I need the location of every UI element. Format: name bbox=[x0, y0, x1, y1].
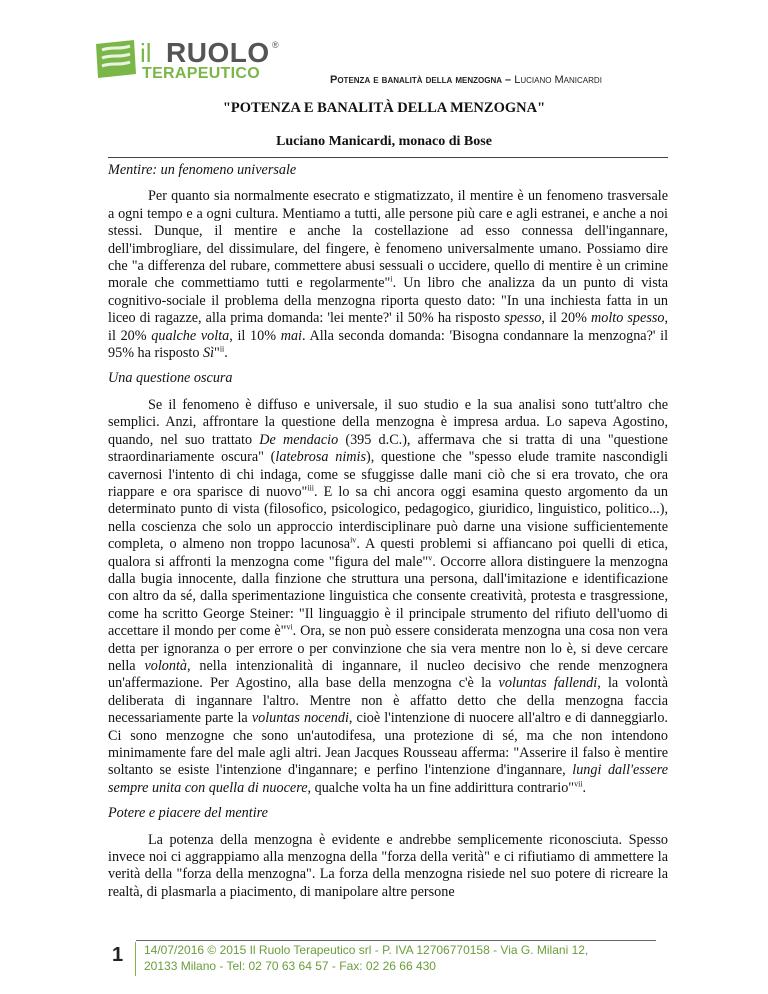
section-paragraph-3: La potenza della menzogna è evidente e andrebbe semplicemente riconosciuta. Spesso invece noi ci aggrappiamo alla menzogna della "forza della verità" e ci rifiutiamo di ammettere la verità della "forza della menzogna". La forza della menzogna risiede nel suo potere di ricreare la realtà, di plasmarla a piacimento, di manipolare altre persone bbox=[108, 831, 668, 900]
section-paragraph-1: Per quanto sia normalmente esecrato e stigmatizzato, il mentire è un fenomeno trasversale a ogni tempo e a ogni cultura. Mentiamo a tutti, alle persone più care e agli estranei, e anche a noi stessi. Dunque, il mentire e anche la costellazione ad esso connessa dell'ingannare, dell'imbrogliare, del dissimulare, del fingere, è fenomeno universalmente umano. Possiamo dire che "a differenza del rubare, commettere abusi sessuali o uccidere, quello di mentire è un crimine morale che commettiamo tutti e regolarmente"$^i$. Un libro che analizza da un punto di vista cognitivo-sociale il problema della menzogna riporta questo dato: "In una inchiesta fatta in un liceo di ragazze, alla prima domanda: 'lei mente?' il 50% ha risposto spesso, il 20% molto spesso, il 20% qualche volta, il 10% mai. Alla seconda domanda: 'Bisogna condannare la menzogna?' il 95% ha risposto Sì"$^{ii}$. bbox=[108, 188, 669, 362]
footer-line-2: 20133 Milano - Tel: 02 70 63 64 57 - Fax: 02 26 66 430 bbox=[144, 959, 436, 973]
running-head-author: Luciano Manicardi bbox=[514, 74, 602, 86]
section-heading-1: Mentire: un fenomeno universale bbox=[108, 162, 297, 178]
footer-divider bbox=[136, 940, 656, 941]
logo-terapeutico: TERAPEUTICO bbox=[142, 65, 260, 82]
document-title: "POTENZA E BANALITÀ DELLA MENZOGNA" bbox=[222, 100, 546, 116]
title-divider bbox=[108, 157, 668, 158]
ruolo-terapeutico-logo bbox=[94, 38, 284, 84]
footer-line-1: 14/07/2016 © 2015 Il Ruolo Terapeutico srl - P. IVA 12706770158 - Via G. Milani 12, bbox=[144, 943, 589, 957]
section-heading-2: Una questione oscura bbox=[108, 370, 233, 387]
logo-il: il bbox=[140, 38, 152, 68]
section-heading-3: Potere e piacere del mentire bbox=[108, 805, 268, 822]
page-number: 1 bbox=[112, 944, 124, 966]
document-author: Luciano Manicardi, monaco di Bose bbox=[276, 134, 492, 149]
footer-accent-bar bbox=[135, 942, 136, 976]
section-paragraph-2: Se il fenomeno è diffuso e universale, il suo studio e la sua analisi sono tutt'altro che semplici. Anzi, affrontare la questione della menzogna è impresa ardua. Lo sapeva Agostino, quando, nel suo trattato De mendacio (395 d.C.), affermava che si tratta di una "questione straordinariamente oscura" (latebrosa nimis), questione che "spesso elude tramite nascondigli cavernosi l'intento di chi indaga, come se sfuggisse dalle mani ciò che si era trovato, che ora riappare e ora sparisce di nuovo"$^{iii}$. E lo sa chi ancora oggi esamina questo argomento da un determinato punto di vista (filosofico, psicologico, pedagogico, giuridico, linguistico, politico...), nella coscienza che solo un approccio interdisciplinare può darne una visione sufficientemente completa, o almeno non troppo lacunosa$^{iv}$. A questi problemi si affiancano poi quelli di etica, qualora si affronti la menzogna come "figura del male"$^v$. Occorre allora distinguere la menzogna dalla bugia innocente, dalla finzione che struttura una persona, dall'imitazione e identificazione con altro da sé, dalla sperimentazione linguistica che consente creatività, protesta e trasgressione, come ha scritto George Steiner: "Il linguaggio è il principale strumento del rifiuto dell'uomo di accettare il mondo per come è"$^{vi}$. Ora, se non può essere considerata menzogna una cosa non vera detta per ignoranza o per errore o per convinzione che sia vera mentre non lo è, si deve cercare nella volontà, nella intenzionalità di ingannare, il nucleo decisivo che rende menzognera un'affermazione. Per Agostino, alla base della menzogna c'è la voluntas fallendi, la volontà deliberata di ingannare l'altro. Mentre non è affatto detto che della menzogna faccia necessariamente parte la voluntas nocendi, cioè l'intenzione di nuocere all'altro e di danneggiarlo. Ci sono menzogne che sono un'autodifesa, una protezione di sé, ma che non intendono minimamente fare del male agli altri. Jean Jacques Rousseau afferma: "Asserire il falso è mentire soltanto se esiste l'intenzione d'ingannare; e perfino l'intenzione d'ingannare, lungi dall'essere sempre unita con quella di nuocere, qualche volta ha un fine addirittura contrario"$^{vii}$. bbox=[108, 396, 669, 796]
logo-ruolo: RUOLO bbox=[166, 37, 270, 68]
page-header bbox=[94, 38, 694, 88]
footer-publisher-info bbox=[144, 942, 664, 974]
running-head-title: Potenza e banalità della menzogna bbox=[330, 74, 502, 86]
document-body bbox=[108, 162, 668, 909]
running-head bbox=[330, 74, 602, 86]
logo-ribbon-icon bbox=[94, 40, 138, 80]
logo-registered-mark: ® bbox=[272, 40, 279, 50]
running-head-separator: – bbox=[502, 74, 515, 86]
